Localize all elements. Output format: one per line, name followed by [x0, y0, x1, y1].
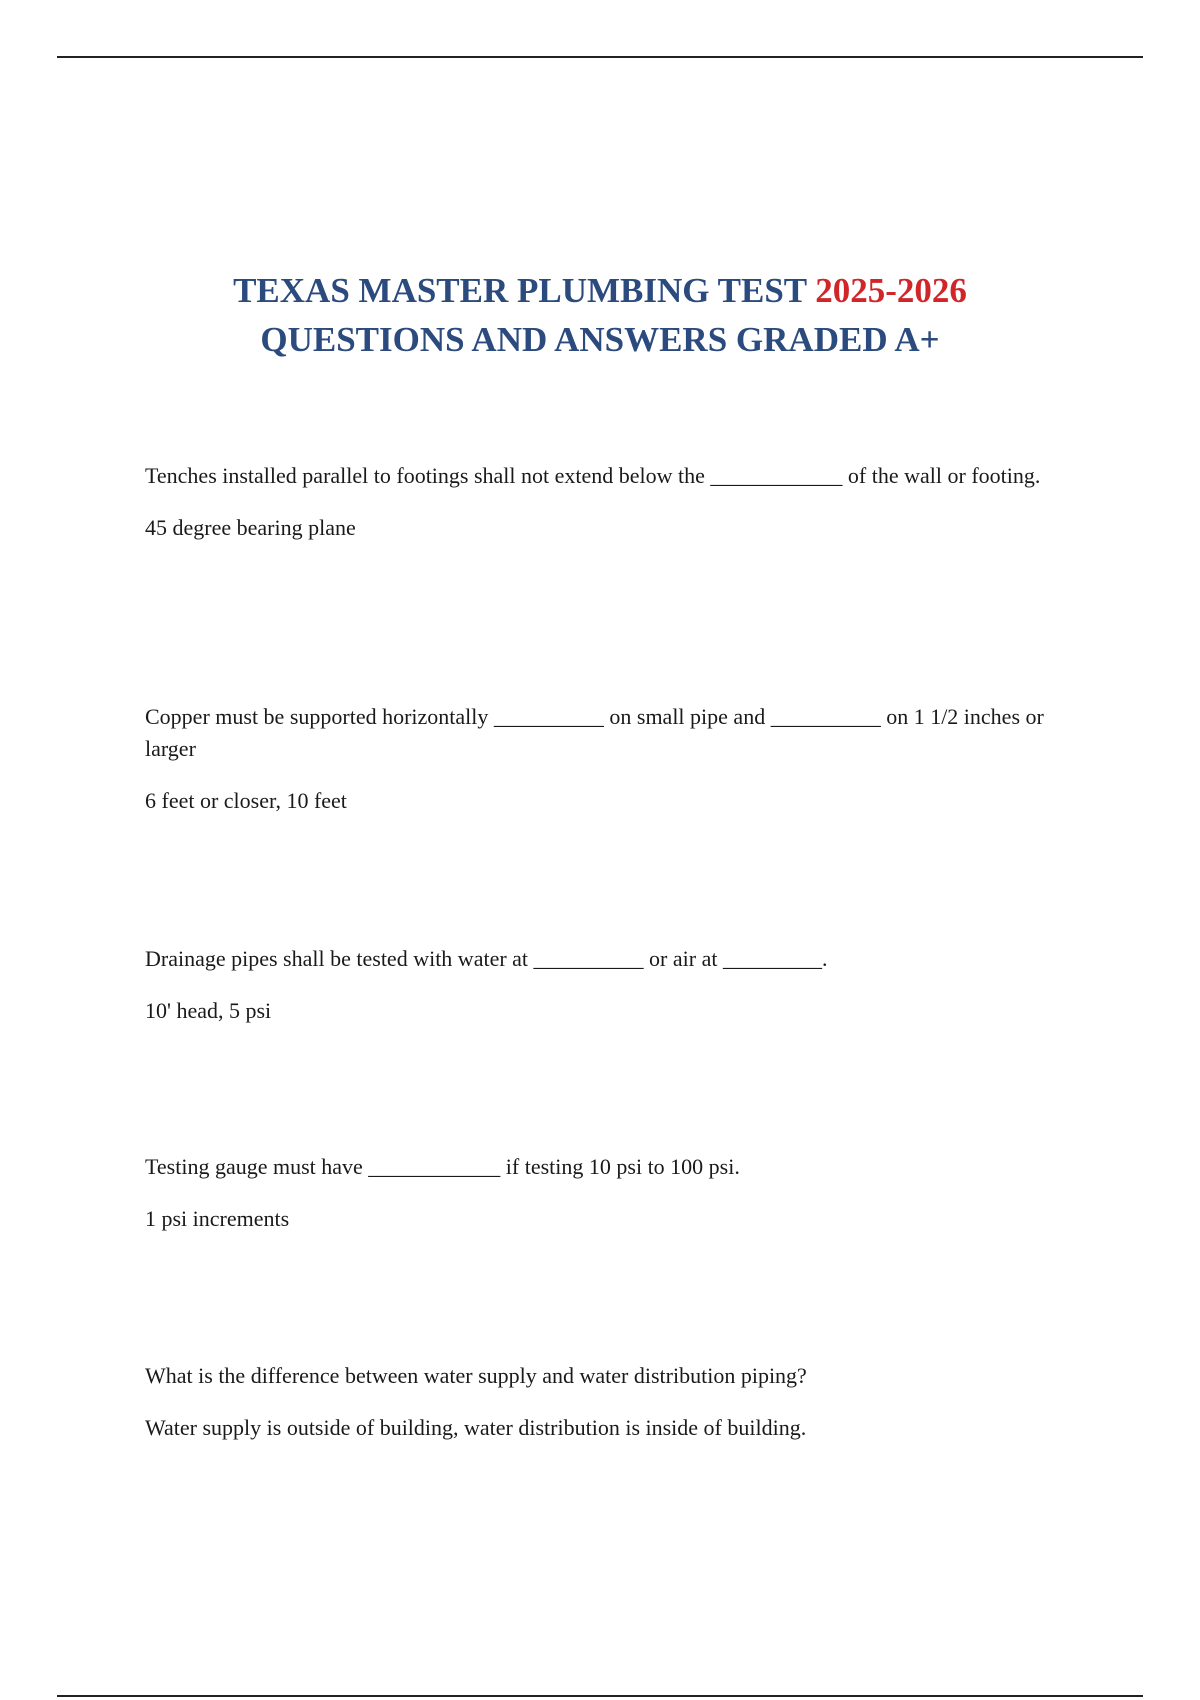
answer-text: 6 feet or closer, 10 feet [145, 788, 347, 813]
qa-item [145, 943, 1060, 1027]
question-text: Copper must be supported horizontally __________ on small pipe and __________ on 1 1/2 inches or larger [145, 704, 1044, 761]
answer-text: 45 degree bearing plane [145, 515, 356, 540]
title-main: TEXAS MASTER PLUMBING TEST [233, 271, 816, 310]
qa-item [145, 460, 1060, 544]
title-year: 2025-2026 [815, 271, 967, 310]
question-text: Testing gauge must have ____________ if testing 10 psi to 100 psi. [145, 1154, 740, 1179]
qa-item [145, 1360, 1060, 1444]
question-text: Tenches installed parallel to footings shall not extend below the ____________ of the wall or footing. [145, 463, 1041, 488]
qa-item [145, 1151, 1060, 1235]
question-text: Drainage pipes shall be tested with water at __________ or air at _________. [145, 946, 828, 971]
answer-text: Water supply is outside of building, water distribution is inside of building. [145, 1415, 807, 1440]
qa-item [145, 701, 1060, 817]
document-title [0, 266, 1200, 364]
answer-text: 10' head, 5 psi [145, 998, 272, 1023]
top-rule [57, 56, 1143, 58]
title-subtitle: QUESTIONS AND ANSWERS GRADED A+ [260, 320, 940, 359]
question-text: What is the difference between water supply and water distribution piping? [145, 1363, 807, 1388]
bottom-rule [57, 1695, 1143, 1697]
answer-text: 1 psi increments [145, 1206, 290, 1231]
